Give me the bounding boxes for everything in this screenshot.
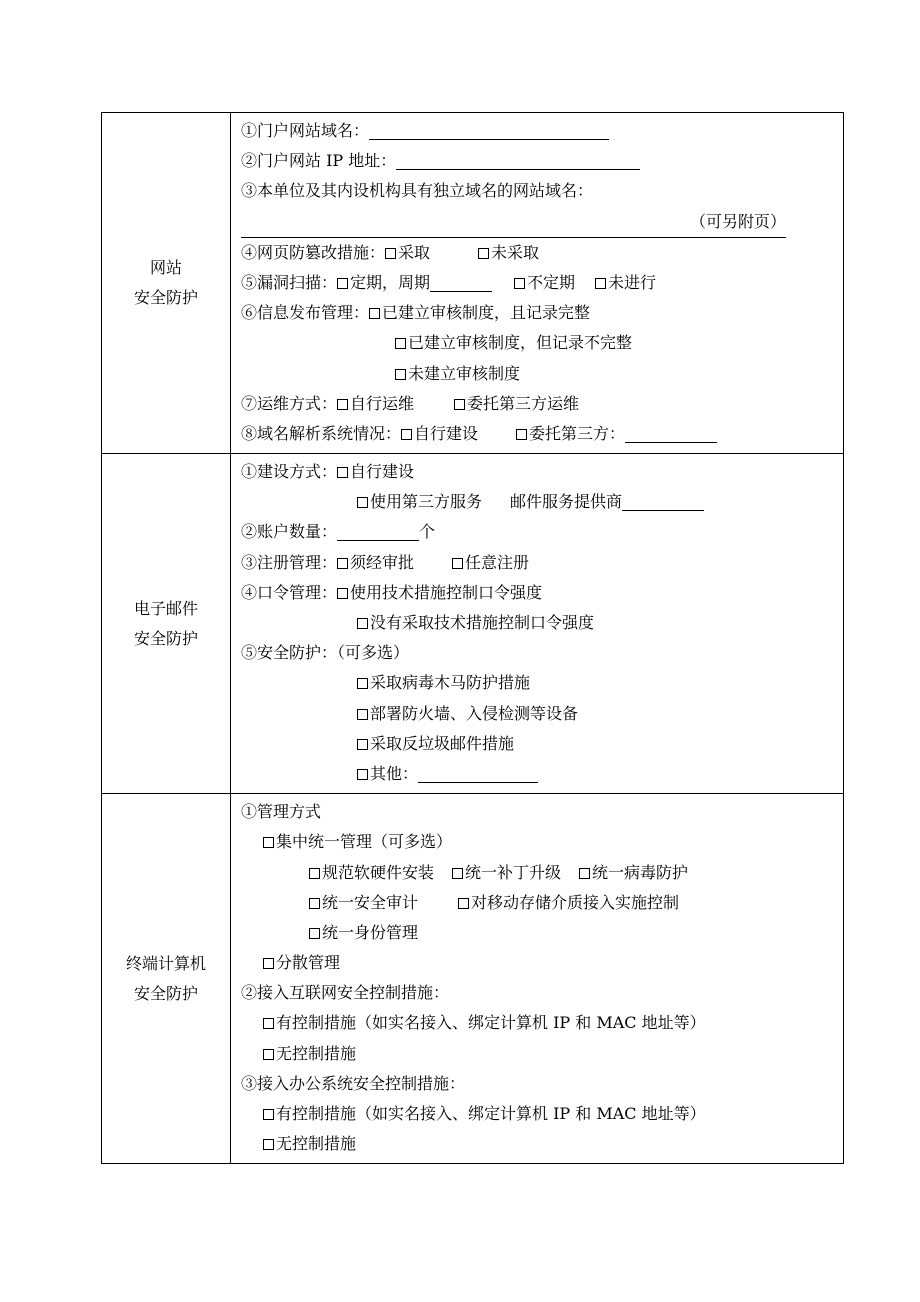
option-identity-mgmt: 统一身份管理 [322, 922, 419, 942]
sub-domains-blank[interactable] [241, 207, 786, 238]
option-distributed-mgmt: 分散管理 [276, 953, 341, 973]
checkbox[interactable] [309, 868, 320, 879]
build-mode-row-2 [241, 487, 843, 517]
option-tech-control: 使用技术措施控制口令强度 [350, 582, 543, 602]
checkbox[interactable] [357, 739, 368, 750]
checkbox[interactable] [263, 1018, 274, 1029]
checkbox[interactable] [454, 399, 465, 410]
mgmt-mode-row [241, 797, 843, 827]
checkbox[interactable] [337, 399, 348, 410]
build-mode-label: ①建设方式： [241, 462, 338, 482]
checkbox[interactable] [309, 898, 320, 909]
account-count-blank[interactable] [337, 521, 419, 541]
terminal-content [231, 794, 844, 1164]
option-internet-uncontrolled: 无控制措施 [276, 1043, 357, 1063]
security-form-table [101, 112, 844, 1164]
ops-mode-label: ⑦运维方式： [241, 393, 338, 413]
checkbox[interactable] [514, 278, 525, 289]
terminal-label-line1: 终端计算机 [125, 953, 206, 973]
protection-row-b [241, 699, 843, 729]
central-options-row-2 [241, 888, 843, 918]
option-irregular: 不定期 [527, 272, 576, 292]
option-complete-records: 已建立审核制度，且记录完整 [382, 303, 591, 323]
option-self-ops: 自行运维 [350, 393, 415, 413]
central-options-row-3 [241, 918, 843, 948]
option-antivirus: 采取病毒木马防护措施 [370, 673, 531, 693]
terminal-label-line2: 安全防护 [133, 983, 198, 1003]
option-not-adopted: 未采取 [491, 242, 540, 262]
checkbox[interactable] [357, 709, 368, 720]
terminal-section [102, 794, 844, 1164]
attach-page-note: （可另附页） [689, 211, 786, 231]
option-incomplete-records: 已建立审核制度，但记录不完整 [408, 333, 633, 353]
info-publish-row [241, 298, 843, 328]
internet-control-label: ②接入互联网安全控制措施： [241, 983, 450, 1003]
option-firewall: 部署防火墙、入侵检测等设备 [370, 703, 579, 723]
option-virus-protection: 统一病毒防护 [592, 862, 689, 882]
email-label-line2: 安全防护 [133, 628, 198, 648]
password-row [241, 578, 843, 608]
option-office-controlled: 有控制措施（如实名接入、绑定计算机 IP 和 MAC 地址等） [276, 1104, 706, 1123]
protection-row-c [241, 729, 843, 759]
vuln-scan-row [241, 268, 843, 298]
anti-tamper-row [241, 238, 843, 268]
website-label-line1: 网站 [149, 258, 182, 278]
internet-control-row [241, 978, 843, 1008]
checkbox[interactable] [395, 338, 406, 349]
option-office-uncontrolled: 无控制措施 [276, 1134, 357, 1154]
info-publish-label: ⑥信息发布管理： [241, 303, 370, 323]
dns-row [241, 419, 843, 449]
option-software-install: 规范软硬件安装 [322, 862, 435, 882]
option-security-audit: 统一安全审计 [322, 892, 419, 912]
checkbox[interactable] [263, 1109, 274, 1120]
checkbox[interactable] [385, 248, 396, 259]
sub-domains-label: ③本单位及其内设机构具有独立域名的网站域名： [241, 181, 594, 201]
website-section [102, 113, 844, 454]
checkbox[interactable] [263, 1139, 274, 1150]
option-removable-media: 对移动存储介质接入实施控制 [471, 892, 680, 912]
checkbox[interactable] [309, 928, 320, 939]
checkbox[interactable] [369, 308, 380, 319]
central-mgmt-row [241, 827, 843, 857]
option-third-party: 委托第三方： [529, 423, 626, 443]
checkbox[interactable] [263, 958, 274, 969]
office-control-yes-row [241, 1099, 843, 1129]
info-publish-row-3 [241, 359, 843, 389]
checkbox[interactable] [263, 837, 274, 848]
checkbox[interactable] [357, 678, 368, 689]
checkbox[interactable] [452, 558, 463, 569]
sub-domains-row [241, 176, 843, 206]
domain-name-blank[interactable] [369, 120, 609, 140]
checkbox[interactable] [337, 467, 348, 478]
checkbox[interactable] [478, 248, 489, 259]
email-label-line1: 电子邮件 [133, 598, 198, 618]
option-other: 其他： [370, 763, 419, 783]
checkbox[interactable] [595, 278, 606, 289]
option-approval: 须经审批 [350, 552, 415, 572]
option-anti-spam: 采取反垃圾邮件措施 [370, 733, 515, 753]
website-label [102, 113, 231, 454]
domain-name-label: ①门户网站域名： [241, 121, 370, 140]
checkbox[interactable] [357, 618, 368, 629]
option-not-done: 未进行 [608, 272, 657, 292]
protection-row-a [241, 668, 843, 698]
central-options-row-1 [241, 858, 843, 888]
password-row-2 [241, 608, 843, 638]
checkbox[interactable] [458, 898, 469, 909]
checkbox[interactable] [452, 868, 463, 879]
website-label-line2: 安全防护 [133, 288, 198, 308]
option-internet-controlled: 有控制措施（如实名接入、绑定计算机 IP 和 MAC 地址等） [276, 1013, 706, 1033]
build-mode-row [241, 457, 843, 487]
mgmt-mode-label: ①管理方式 [241, 802, 322, 822]
option-central-mgmt: 集中统一管理（可多选） [276, 832, 453, 852]
other-blank[interactable] [418, 763, 538, 783]
internet-control-yes-row [241, 1008, 843, 1038]
option-no-review: 未建立审核制度 [408, 363, 521, 383]
option-adopted: 采取 [398, 242, 431, 262]
terminal-label [102, 794, 231, 1164]
email-section [102, 454, 844, 794]
ip-address-blank[interactable] [396, 150, 640, 170]
password-label: ④口令管理： [241, 582, 338, 602]
option-patch-upgrade: 统一补丁升级 [465, 862, 562, 882]
option-third-party-ops: 委托第三方运维 [467, 393, 580, 413]
protection-row-d [241, 759, 843, 789]
checkbox[interactable] [357, 497, 368, 508]
register-row [241, 548, 843, 578]
domain-name-row [241, 116, 843, 146]
checkbox[interactable] [516, 429, 527, 440]
checkbox[interactable] [357, 769, 368, 780]
option-self-built: 自行建设 [414, 423, 479, 443]
period-blank[interactable] [430, 272, 492, 292]
checkbox[interactable] [337, 588, 348, 599]
email-label [102, 454, 231, 794]
checkbox[interactable] [337, 558, 348, 569]
mail-provider-blank[interactable] [622, 491, 704, 511]
office-control-label: ③接入办公系统安全控制措施： [241, 1073, 466, 1093]
dns-label: ⑧域名解析系统情况： [241, 423, 402, 443]
anti-tamper-label: ④网页防篡改措施： [241, 242, 386, 262]
checkbox[interactable] [395, 369, 406, 380]
office-control-row [241, 1069, 843, 1099]
checkbox[interactable] [401, 429, 412, 440]
ops-mode-row [241, 389, 843, 419]
website-content [231, 113, 844, 454]
distributed-mgmt-row [241, 948, 843, 978]
checkbox[interactable] [579, 868, 590, 879]
option-self-built: 自行建设 [350, 462, 415, 482]
email-content [231, 454, 844, 794]
internet-control-no-row [241, 1039, 843, 1069]
info-publish-row-2 [241, 328, 843, 358]
option-third-party-service: 使用第三方服务 [370, 492, 483, 512]
account-count-label: ②账户数量： [241, 522, 338, 542]
ip-address-label: ②门户网站 IP 地址： [241, 151, 397, 171]
option-periodic: 定期，周期 [350, 272, 431, 292]
account-unit: 个 [419, 522, 436, 542]
checkbox[interactable] [337, 278, 348, 289]
account-count-row [241, 517, 843, 547]
protection-row [241, 638, 843, 668]
vuln-scan-label: ⑤漏洞扫描： [241, 272, 338, 292]
register-label: ③注册管理： [241, 552, 338, 572]
option-no-tech-control: 没有采取技术措施控制口令强度 [370, 613, 595, 632]
mail-provider-label: 邮件服务提供商 [510, 492, 623, 512]
protection-label: ⑤安全防护：（可多选） [241, 643, 410, 663]
office-control-no-row [241, 1129, 843, 1159]
option-free-register: 任意注册 [465, 552, 530, 572]
checkbox[interactable] [263, 1049, 274, 1060]
third-party-blank[interactable] [625, 423, 717, 443]
ip-address-row [241, 146, 843, 176]
